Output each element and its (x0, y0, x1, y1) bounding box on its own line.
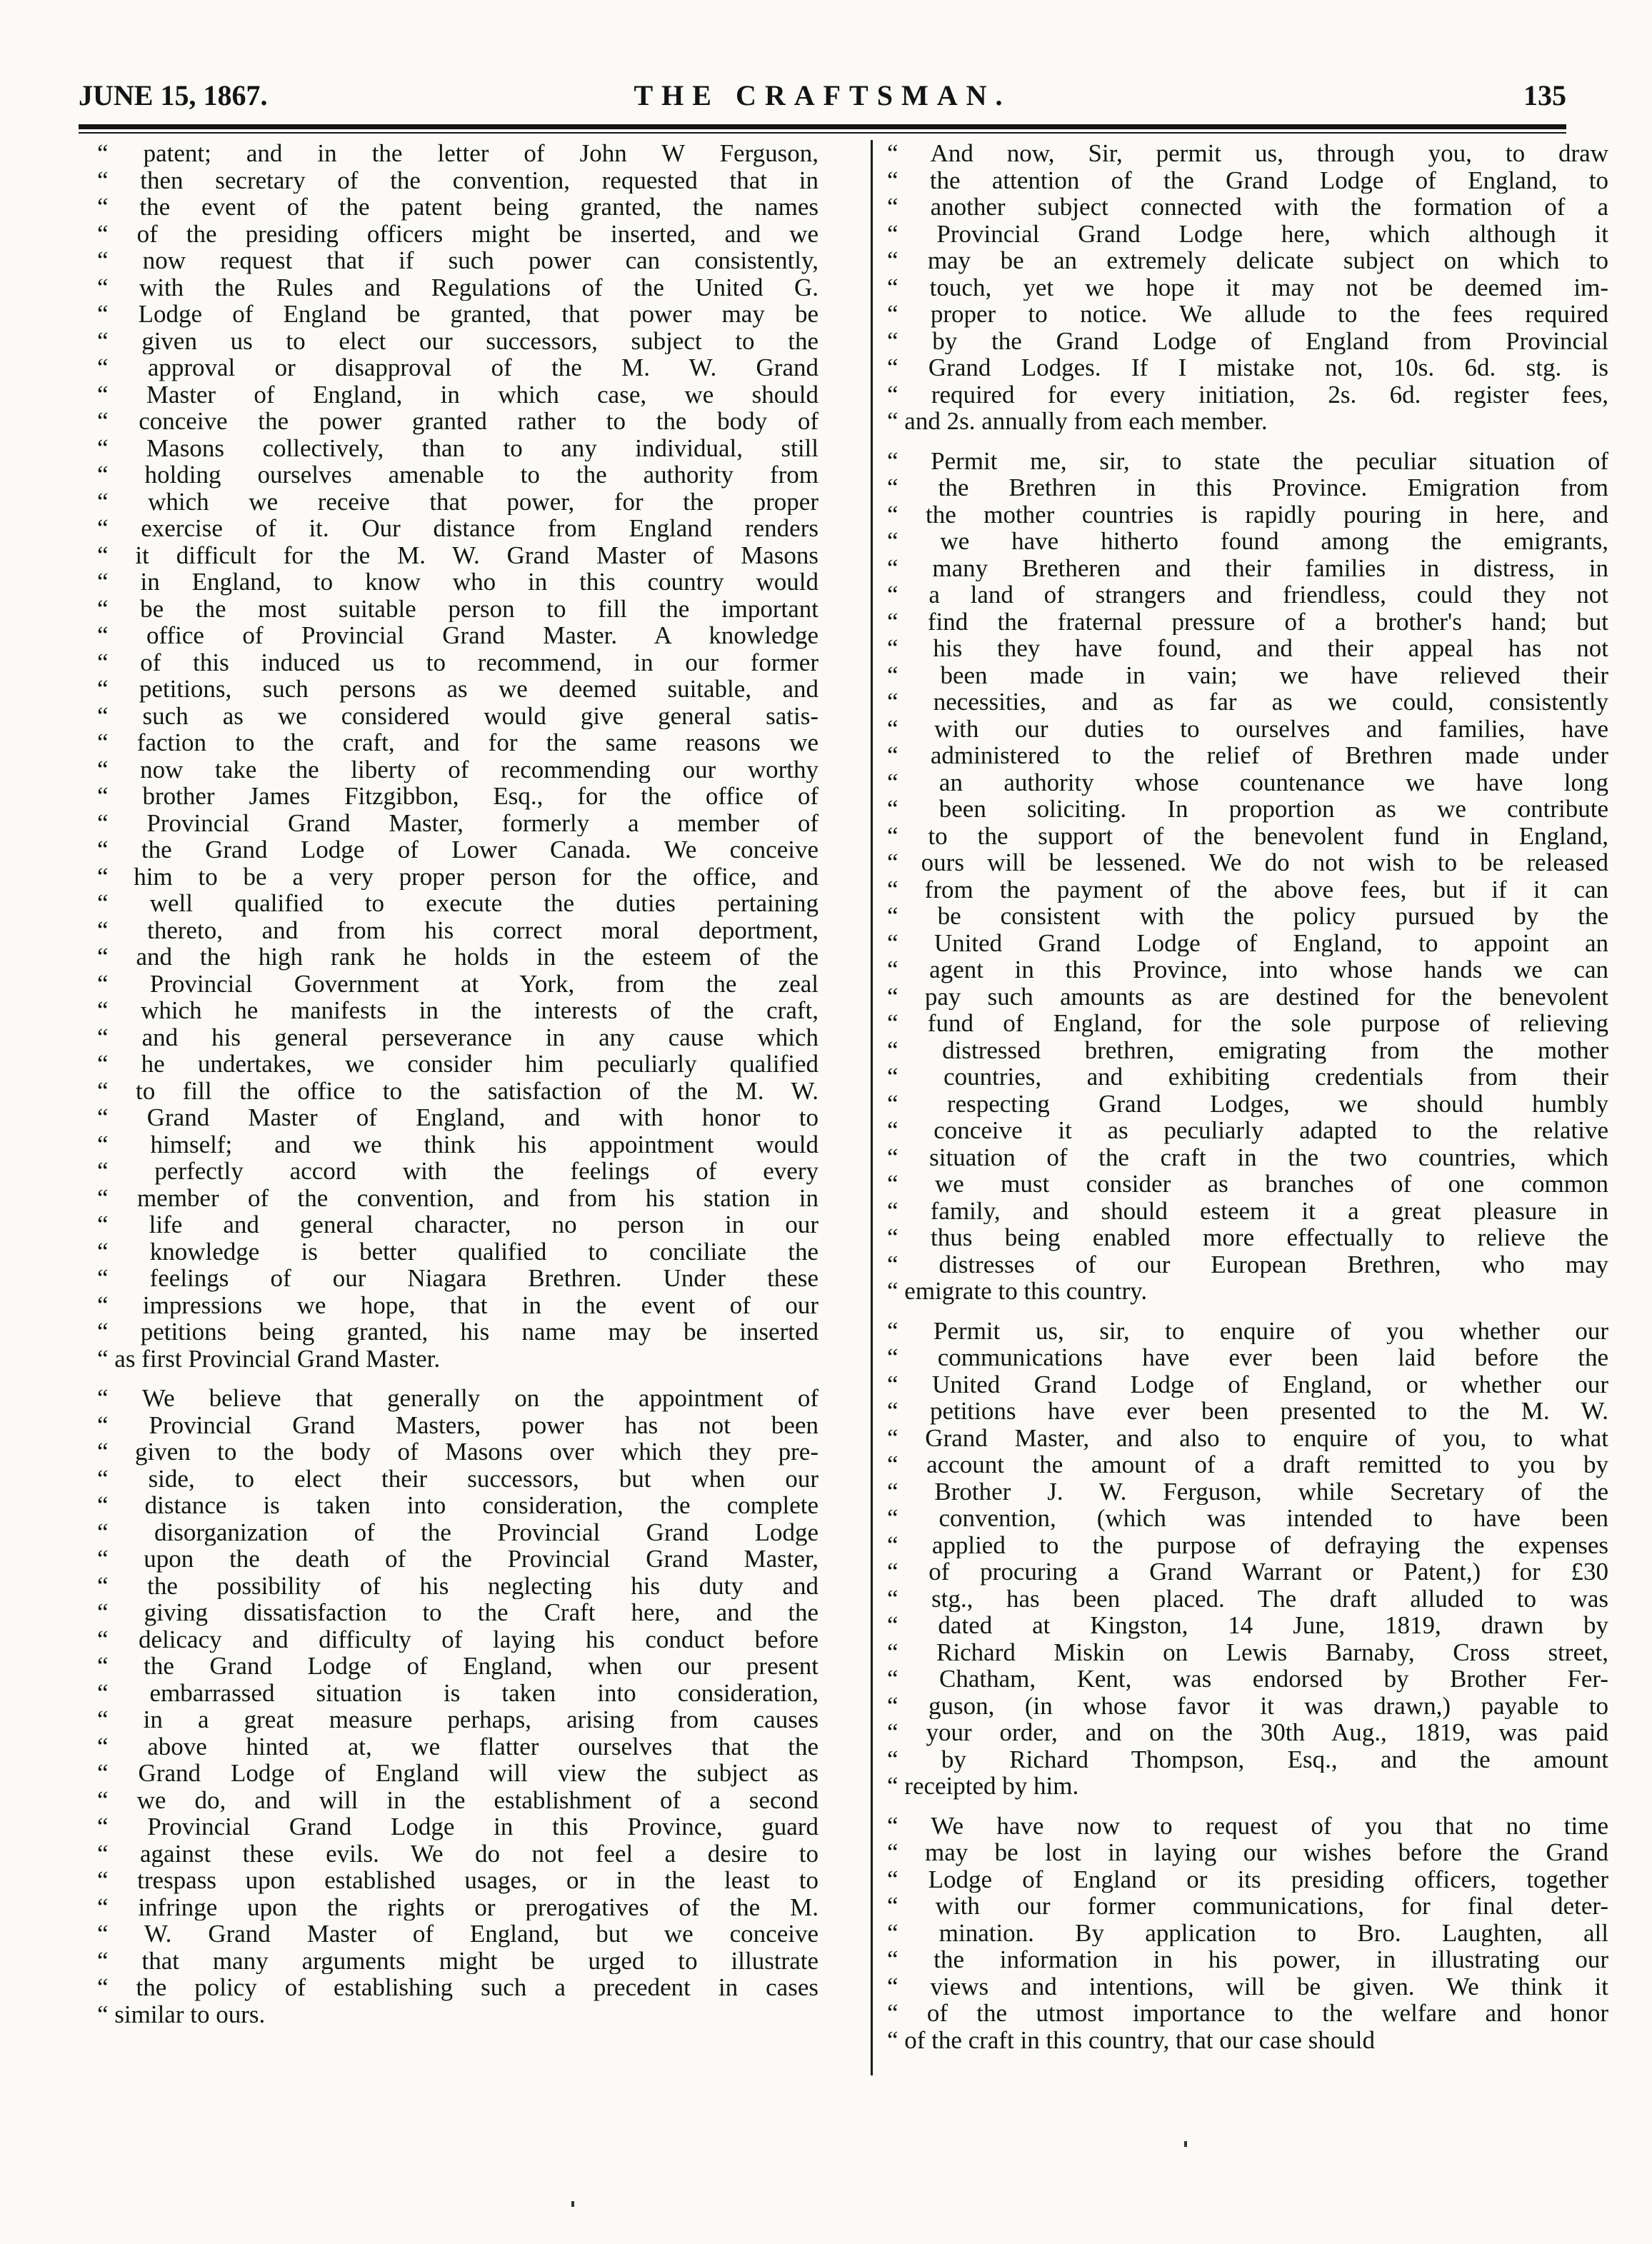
text-line: “ Masons collectively, than to any individual, still (97, 434, 819, 461)
text-line: “ required for every initiation, 2s. 6d. register fees, (887, 381, 1608, 408)
text-line: “ be consistent with the policy pursued by the (887, 903, 1608, 930)
header-rule-thin (79, 132, 1566, 134)
text-line: “ dated at Kingston, 14 June, 1819, drawn by (887, 1612, 1608, 1639)
text-line: “ then secretary of the convention, requested that in (97, 166, 819, 194)
text-line: “ many Bretheren and their families in distress, in (887, 554, 1608, 581)
text-line: “ delicacy and difficulty of laying his conduct before (97, 1626, 819, 1653)
text-line: “ giving dissatisfaction to the Craft here, and the (97, 1599, 819, 1626)
text-line: “ upon the death of the Provincial Grand Master, (97, 1546, 819, 1573)
text-line: “ pay such amounts as are destined for the benevolent (887, 983, 1608, 1010)
print-speck (1184, 2141, 1187, 2147)
text-line: “ family, and should esteem it a great pleasure in (887, 1197, 1608, 1224)
text-line: “ the policy of establishing such a precedent in cases (97, 1974, 819, 2001)
text-line: “ infringe upon the rights or prerogatives of the M. (97, 1893, 819, 1920)
text-line: “ Master of England, in which case, we should (97, 381, 819, 408)
text-line: “ an authority whose countenance we have long (887, 768, 1608, 796)
text-line: “ Permit us, sir, to enquire of you whether our (887, 1317, 1608, 1344)
text-line: “ conceive it as peculiarly adapted to the relative (887, 1117, 1608, 1144)
text-line: “ trespass upon established usages, or in the least to (97, 1867, 819, 1894)
text-line: “ petitions being granted, his name may be inserted (97, 1318, 819, 1346)
text-line: “ we must consider as branches of one common (887, 1171, 1608, 1198)
text-line: “ himself; and we think his appointment would (97, 1131, 819, 1158)
text-line: “ Provincial Grand Master, formerly a member of (97, 809, 819, 836)
text-line: “ agent in this Province, into whose hands we can (887, 956, 1608, 983)
text-line: “ distresses of our European Brethren, who may (887, 1251, 1608, 1278)
text-line: “ stg., has been placed. The draft alluded to was (887, 1585, 1608, 1612)
text-line: “ in a great measure perhaps, arising from causes (97, 1706, 819, 1733)
text-line: “ the event of the patent being granted, the names (97, 194, 819, 221)
text-line: “ petitions have ever been presented to the M. W. (887, 1398, 1608, 1425)
text-line: “ his they have found, and their appeal has not (887, 635, 1608, 662)
column-divider (871, 140, 873, 2075)
text-line: “ approval or disapproval of the M. W. Grand (97, 354, 819, 381)
text-line: “ patent; and in the letter of John W Ferguson, (97, 140, 819, 167)
text-line: “ communications have ever been laid before the (887, 1344, 1608, 1371)
text-line: “ touch, yet we hope it may not be deemed im- (887, 274, 1608, 301)
text-line: “ countries, and exhibiting credentials from their (887, 1063, 1608, 1091)
text-line: “ in England, to know who in this country would (97, 568, 819, 596)
text-line: “ applied to the purpose of defraying the expenses (887, 1531, 1608, 1558)
text-line: “ situation of the craft in the two countries, which (887, 1143, 1608, 1171)
text-line: “ respecting Grand Lodges, we should humbly (887, 1090, 1608, 1117)
text-line: “ embarrassed situation is taken into consideration, (97, 1679, 819, 1706)
text-line: “ be the most suitable person to fill the important (97, 595, 819, 622)
text-line: “ by Richard Thompson, Esq., and the amount (887, 1745, 1608, 1773)
text-line: “ United Grand Lodge of England, to appoint an (887, 929, 1608, 956)
text-line: “ by the Grand Lodge of England from Provincial (887, 327, 1608, 354)
text-line: “ given to the body of Masons over which they pre- (97, 1438, 819, 1466)
text-line: “ as first Provincial Grand Master. (97, 1345, 441, 1372)
text-line: “ receipted by him. (887, 1773, 1079, 1800)
text-line: “ the attention of the Grand Lodge of England, to (887, 166, 1608, 194)
text-line: “ thus being enabled more effectually to relieve the (887, 1224, 1608, 1251)
text-line: “ of the presiding officers might be inserted, and we (97, 220, 819, 247)
text-line: “ it difficult for the M. W. Grand Master of Masons (97, 541, 819, 568)
text-line: “ we do, and will in the establishment of a second (97, 1786, 819, 1813)
text-line: “ Brother J. W. Ferguson, while Secretary of the (887, 1478, 1608, 1505)
issue-date: JUNE 15, 1867. (79, 79, 268, 111)
text-line: “ he undertakes, we consider him peculiarly qualified (97, 1051, 819, 1078)
text-line: “ we have hitherto found among the emigrants, (887, 528, 1608, 555)
text-line: “ with our former communications, for final deter- (887, 1893, 1608, 1920)
text-line: “ We have now to request of you that no time (887, 1812, 1608, 1839)
text-line: “ the mother countries is rapidly pouring in here, and (887, 501, 1608, 528)
text-line: “ a land of strangers and friendless, could they not (887, 581, 1608, 608)
text-line: “ Lodge of England or its presiding officers, together (887, 1865, 1608, 1893)
paragraph (97, 1385, 819, 2028)
text-line: “ with the Rules and Regulations of the United G. (97, 274, 819, 301)
text-line: “ faction to the craft, and for the same reasons we (97, 729, 819, 756)
text-line: “ convention, (which was intended to have been (887, 1505, 1608, 1532)
text-line: “ from the payment of the above fees, but if it can (887, 876, 1608, 903)
text-line: “ ours will be lessened. We do not wish to be released (887, 849, 1608, 876)
text-line: “ which we receive that power, for the proper (97, 488, 819, 515)
text-line: “ with our duties to ourselves and families, have (887, 715, 1608, 742)
text-line: “ now request that if such power can consistently, (97, 247, 819, 274)
text-line: “ and 2s. annually from each member. (887, 408, 1268, 435)
text-line: “ and the high rank he holds in the esteem of the (97, 943, 819, 971)
text-line: “ guson, (in whose favor it was drawn,) payable to (887, 1692, 1608, 1719)
paragraph (887, 140, 1608, 435)
text-line: “ been made in vain; we have relieved their (887, 661, 1608, 688)
text-line: “ of this induced us to recommend, in our former (97, 648, 819, 676)
text-line: “ office of Provincial Grand Master. A knowledge (97, 622, 819, 649)
text-line: “ knowledge is better qualified to conciliate the (97, 1238, 819, 1265)
text-line: “ the possibility of his neglecting his duty and (97, 1572, 819, 1599)
text-line: “ may be lost in laying our wishes before the Grand (887, 1839, 1608, 1866)
text-line: “ holding ourselves amenable to the authority from (97, 461, 819, 489)
text-line: “ petitions, such persons as we deemed suitable, and (97, 676, 819, 703)
paragraph (887, 1318, 1608, 1800)
text-line: “ fund of England, for the sole purpose of relieving (887, 1010, 1608, 1037)
text-line: “ of the utmost importance to the welfare and honor (887, 2000, 1608, 2027)
text-line: “ Grand Lodge of England will view the subject as (97, 1760, 819, 1787)
text-line: “ Provincial Grand Masters, power has not been (97, 1411, 819, 1438)
text-line: “ necessities, and as far as we could, consistently (887, 688, 1608, 716)
text-line: “ well qualified to execute the duties pertaining (97, 890, 819, 917)
header-rule-thick (79, 124, 1566, 129)
text-line: “ may be an extremely delicate subject on which to (887, 247, 1608, 274)
text-line: “ mination. By application to Bro. Laughten, all (887, 1919, 1608, 1946)
text-line: “ Grand Master, and also to enquire of you, to what (887, 1424, 1608, 1451)
text-line: “ and his general perseverance in any cause which (97, 1023, 819, 1051)
text-line: “ another subject connected with the formation of a (887, 194, 1608, 221)
text-line: “ Richard Miskin on Lewis Barnaby, Cross street, (887, 1638, 1608, 1666)
paragraph (887, 1813, 1608, 2054)
text-line: “ distance is taken into consideration, the complete (97, 1492, 819, 1519)
text-line: “ impressions we hope, that in the event of our (97, 1291, 819, 1318)
left-column (97, 140, 819, 2140)
text-line: “ the information in his power, in illustrating our (887, 1946, 1608, 1973)
text-line: “ conceive the power granted rather to the body of (97, 408, 819, 435)
text-line: “ thereto, and from his correct moral deportment, (97, 916, 819, 943)
text-line: “ the Brethren in this Province. Emigration from (887, 474, 1608, 501)
text-line: “ perfectly accord with the feelings of every (97, 1158, 819, 1185)
text-line: “ him to be a very proper person for the office, and (97, 863, 819, 890)
text-line: “ against these evils. We do not feel a desire to (97, 1840, 819, 1867)
text-line: “ life and general character, no person in our (97, 1211, 819, 1238)
text-line: “ given us to elect our successors, subject to the (97, 327, 819, 354)
text-line: “ now take the liberty of recommending our worthy (97, 756, 819, 783)
text-line: “ Provincial Grand Lodge here, which although it (887, 220, 1608, 247)
text-line: “ exercise of it. Our distance from England renders (97, 515, 819, 542)
page-number: 135 (1523, 79, 1566, 111)
text-line: “ proper to notice. We allude to the fees required (887, 301, 1608, 328)
text-line: “ to fill the office to the satisfaction of the M. W. (97, 1077, 819, 1104)
right-column (887, 140, 1608, 2140)
text-line: “ disorganization of the Provincial Grand Lodge (97, 1518, 819, 1546)
text-line: “ member of the convention, and from his station in (97, 1184, 819, 1211)
text-line: “ which he manifests in the interests of the craft, (97, 997, 819, 1024)
text-line: “ side, to elect their successors, but when our (97, 1465, 819, 1492)
text-line: “ such as we considered would give general satis- (97, 702, 819, 729)
text-line: “ your order, and on the 30th Aug., 1819, was paid (887, 1719, 1608, 1746)
text-line: “ Chatham, Kent, was endorsed by Brother Fer- (887, 1666, 1608, 1693)
text-line: “ above hinted at, we flatter ourselves that the (97, 1733, 819, 1760)
text-line: “ the Grand Lodge of England, when our present (97, 1653, 819, 1680)
paragraph (887, 448, 1608, 1305)
text-line: “ And now, Sir, permit us, through you, to draw (887, 140, 1608, 167)
text-line: “ Lodge of England be granted, that power may be (97, 301, 819, 328)
text-line: “ the Grand Lodge of Lower Canada. We conceive (97, 836, 819, 863)
text-line: “ of the craft in this country, that our case should (887, 2026, 1375, 2053)
text-line: “ brother James Fitzgibbon, Esq., for the office of (97, 783, 819, 810)
text-line: “ Grand Master of England, and with honor to (97, 1104, 819, 1131)
page-header (79, 74, 1566, 117)
text-line: “ find the fraternal pressure of a brother's hand; but (887, 608, 1608, 635)
text-line: “ Grand Lodges. If I mistake not, 10s. 6d. stg. is (887, 354, 1608, 381)
text-line: “ W. Grand Master of England, but we conceive (97, 1920, 819, 1948)
paragraph (97, 140, 819, 1372)
text-line: “ account the amount of a draft remitted to you by (887, 1451, 1608, 1478)
text-line: “ been soliciting. In proportion as we contribute (887, 796, 1608, 823)
text-line: “ of procuring a Grand Warrant or Patent,) for £30 (887, 1558, 1608, 1586)
text-line: “ We believe that generally on the appointment of (97, 1385, 819, 1412)
text-line: “ Provincial Government at York, from the zeal (97, 970, 819, 997)
text-line: “ emigrate to this country. (887, 1278, 1148, 1305)
text-line: “ similar to ours. (97, 2000, 266, 2028)
text-line: “ Provincial Grand Lodge in this Province, guard (97, 1813, 819, 1840)
text-line: “ feelings of our Niagara Brethren. Under these (97, 1265, 819, 1292)
text-line: “ Permit me, sir, to state the peculiar situation of (887, 447, 1608, 474)
text-line: “ administered to the relief of Brethren made under (887, 742, 1608, 769)
text-line: “ that many arguments might be urged to illustrate (97, 1947, 819, 1974)
text-line: “ distressed brethren, emigrating from the mother (887, 1036, 1608, 1063)
text-line: “ views and intentions, will be given. We think it (887, 1973, 1608, 2000)
text-line: “ United Grand Lodge of England, or whether our (887, 1371, 1608, 1398)
print-speck (571, 2201, 574, 2207)
text-line: “ to the support of the benevolent fund in England, (887, 822, 1608, 849)
publication-title: THE CRAFTSMAN. (634, 79, 1011, 111)
